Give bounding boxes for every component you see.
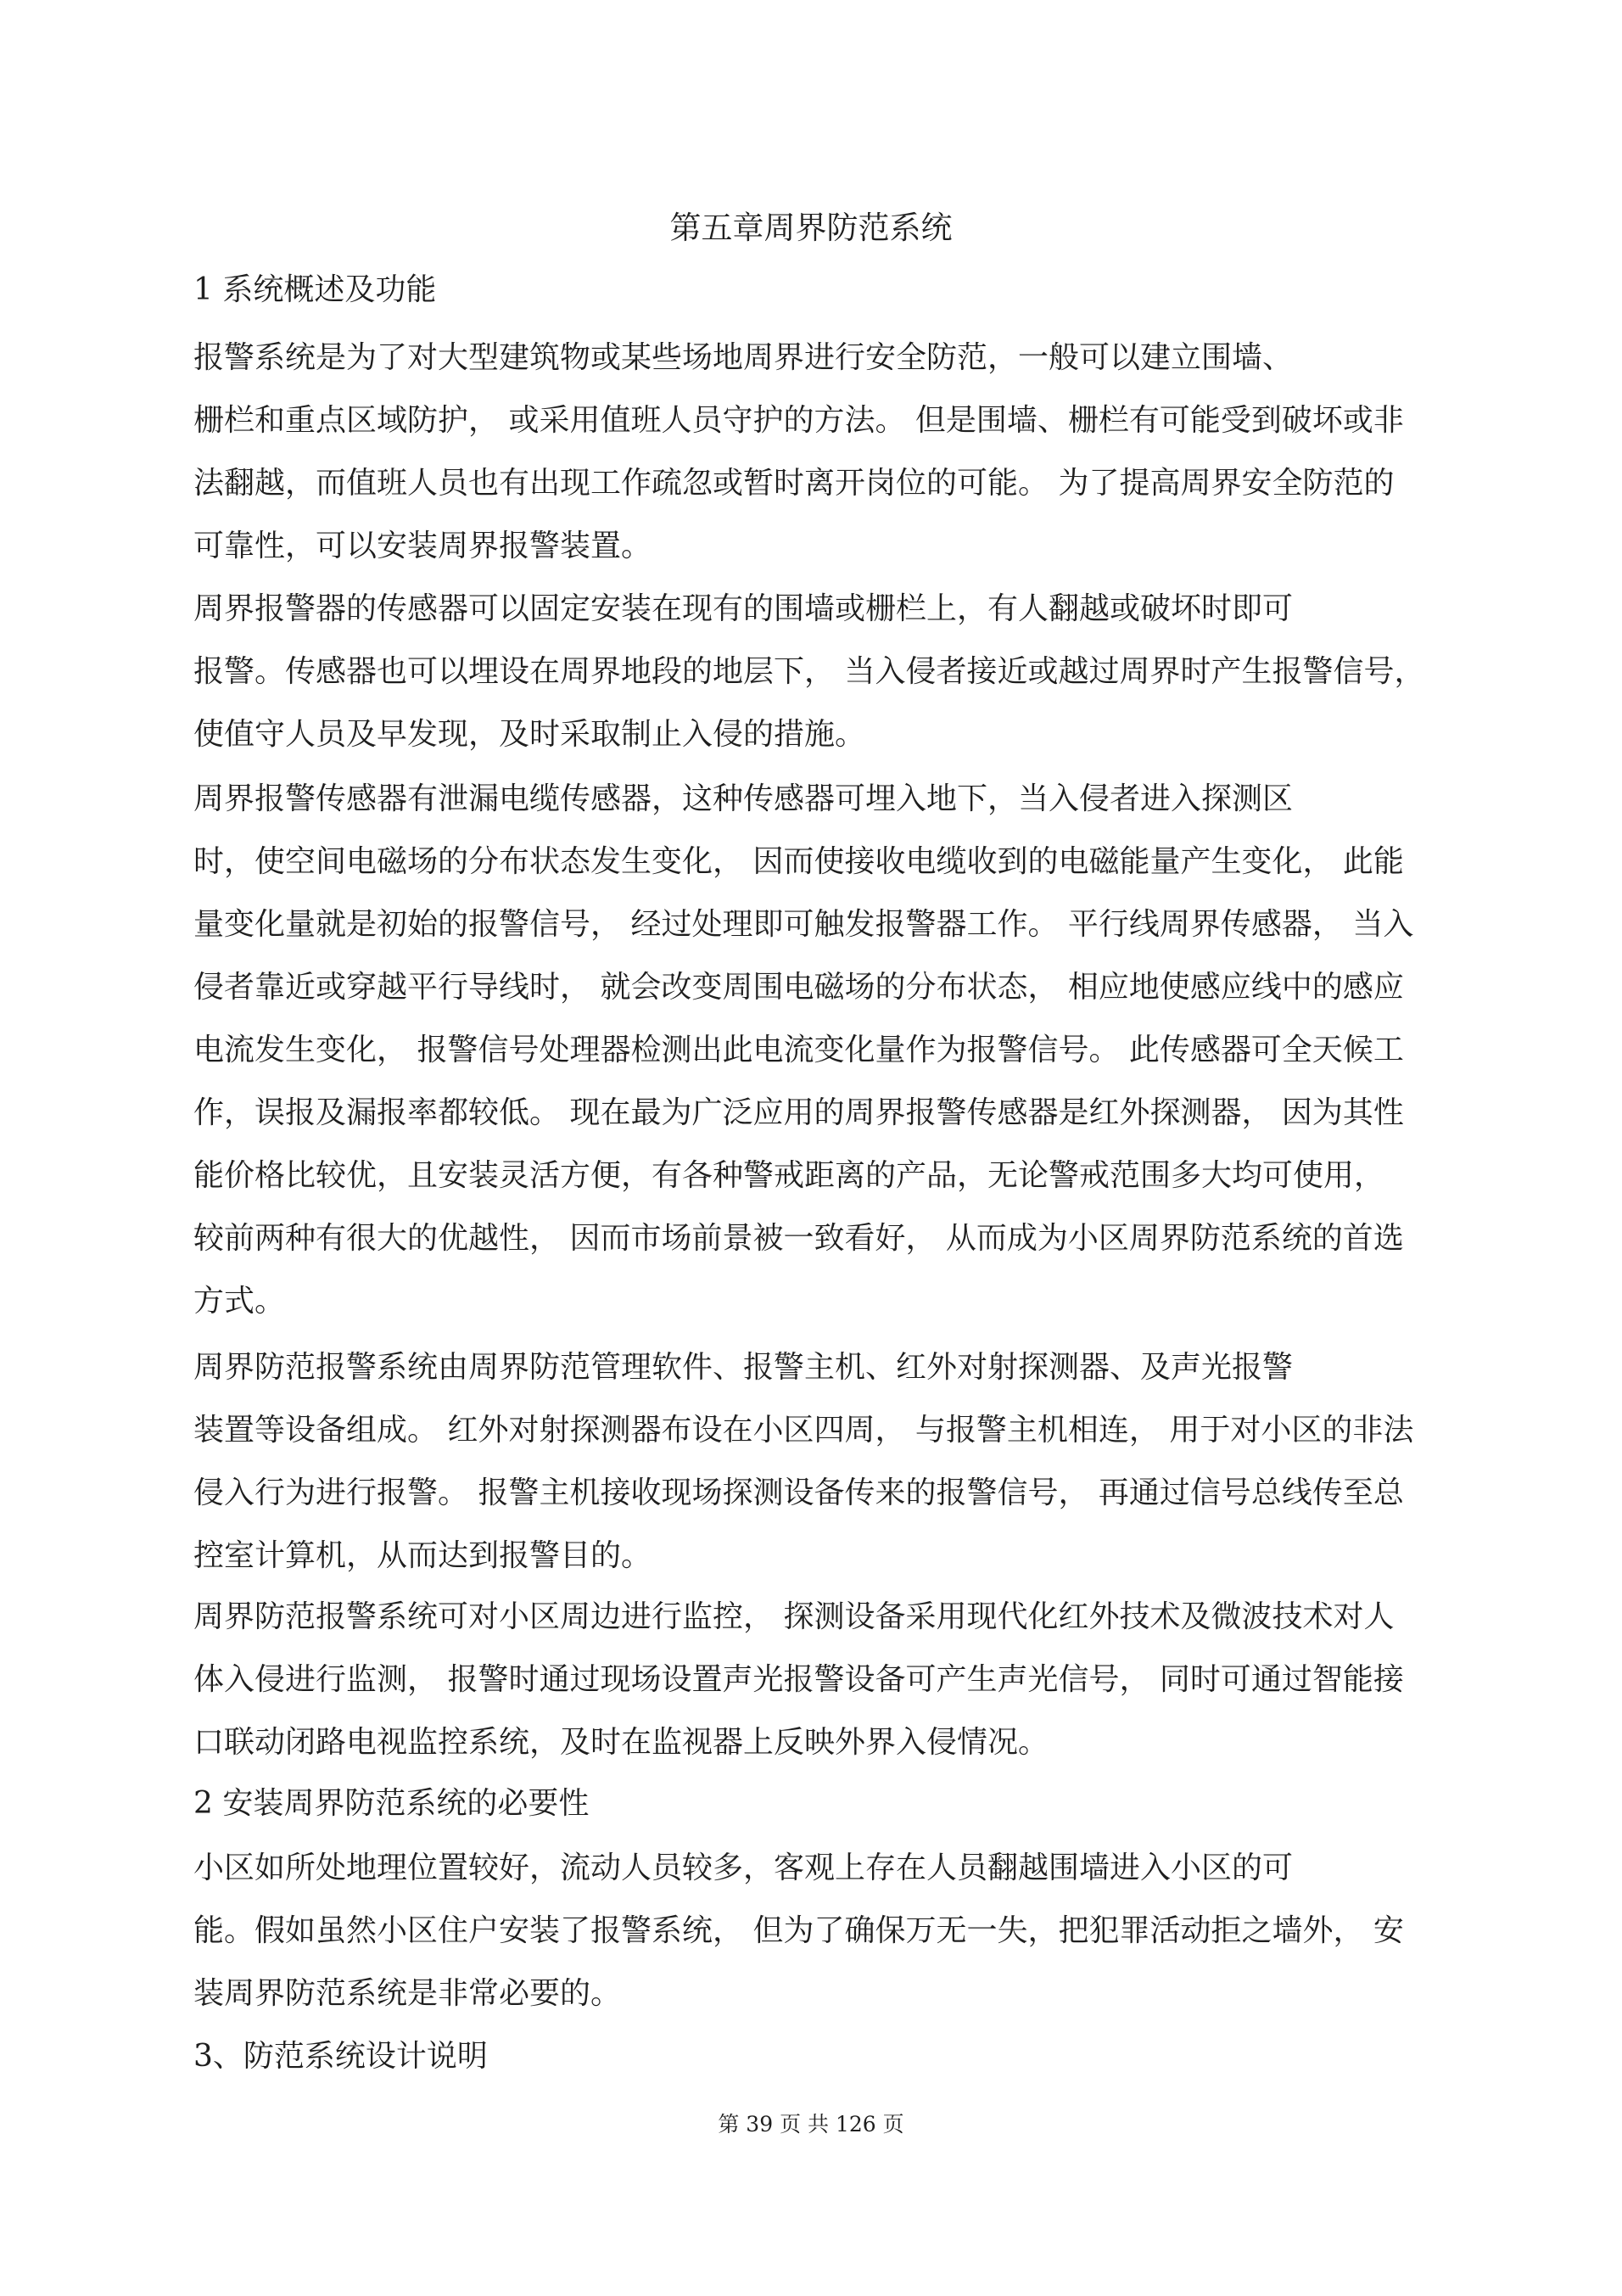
- paragraph-line: 口联动闭路电视监控系统，及时在监视器上反映外界入侵情况。: [193, 1725, 1049, 1760]
- paragraph-line: 体入侵进行监测， 报警时通过现场设置声光报警设备可产生声光信号， 同时可通过智能接: [193, 1662, 1404, 1697]
- paragraph-line: 作，误报及漏报率都较低。 现在最为广泛应用的周界报警传感器是红外探测器， 因为其性: [193, 1095, 1404, 1130]
- section-heading-3: 3、防范系统设计说明: [193, 2039, 488, 2074]
- paragraph-line: 能价格比较优，且安装灵活方便，有各种警戒距离的产品，无论警戒范围多大均可使用，: [193, 1158, 1385, 1193]
- paragraph-line: 可靠性，可以安装周界报警装置。: [193, 529, 652, 563]
- paragraph-line: 周界报警传感器有泄漏电缆传感器，这种传感器可埋入地下，当入侵者进入探测区: [193, 781, 1294, 816]
- paragraph-line: 法翻越，而值班人员也有出现工作疏忽或暂时离开岗位的可能。 为了提高周界安全防范的: [193, 466, 1395, 501]
- paragraph-line: 能。假如虽然小区住户安装了报警系统， 但为了确保万无一失，把犯罪活动拒之墙外， 安: [193, 1913, 1404, 1948]
- paragraph-line: 栅栏和重点区域防护， 或采用值班人员守护的方法。 但是围墙、栅栏有可能受到破坏或非: [193, 403, 1404, 438]
- section-heading-2: 2 安装周界防范系统的必要性: [193, 1786, 590, 1821]
- paragraph-line: 报警。传感器也可以埋设在周界地段的地层下， 当入侵者接近或越过周界时产生报警信号，: [193, 654, 1425, 689]
- paragraph-line: 报警系统是为了对大型建筑物或某些场地周界进行安全防范，一般可以建立围墙、: [193, 340, 1294, 375]
- page-number-footer: 第 39 页 共 126 页: [718, 2112, 904, 2136]
- paragraph-line: 电流发生变化， 报警信号处理器检测出此电流变化量作为报警信号。 此传感器可全天候工: [193, 1033, 1404, 1067]
- paragraph-line: 量变化量就是初始的报警信号， 经过处理即可触发报警器工作。 平行线周界传感器， 当入: [193, 907, 1414, 942]
- paragraph-line: 装置等设备组成。 红外对射探测器布设在小区四周， 与报警主机相连， 用于对小区的非法: [193, 1413, 1414, 1448]
- paragraph-line: 周界报警器的传感器可以固定安装在现有的围墙或栅栏上，有人翻越或破坏时即可: [193, 591, 1294, 626]
- paragraph-line: 侵入行为进行报警。 报警主机接收现场探测设备传来的报警信号， 再通过信号总线传至总: [193, 1476, 1404, 1510]
- paragraph-line: 周界防范报警系统由周界防范管理软件、报警主机、红外对射探测器、及声光报警: [193, 1350, 1294, 1385]
- paragraph-line: 装周界防范系统是非常必要的。: [193, 1976, 622, 2011]
- paragraph-line: 方式。: [193, 1284, 286, 1319]
- paragraph-line: 较前两种有很大的优越性， 因而市场前景被一致看好， 从而成为小区周界防范系统的首选: [193, 1221, 1404, 1256]
- paragraph-line: 使值守人员及早发现，及时采取制止入侵的措施。: [193, 717, 866, 752]
- chapter-title: 第五章周界防范系统: [669, 210, 953, 246]
- paragraph-line: 控室计算机，从而达到报警目的。: [193, 1538, 652, 1573]
- paragraph-line: 小区如所处地理位置较好，流动人员较多，客观上存在人员翻越围墙进入小区的可: [193, 1851, 1294, 1885]
- paragraph-line: 周界防范报警系统可对小区周边进行监控， 探测设备采用现代化红外技术及微波技术对人: [193, 1599, 1395, 1634]
- paragraph-line: 时，使空间电磁场的分布状态发生变化， 因而使接收电缆收到的电磁能量产生变化， 此能: [193, 844, 1404, 879]
- section-heading-1: 1 系统概述及功能: [193, 272, 437, 307]
- paragraph-line: 侵者靠近或穿越平行导线时， 就会改变周围电磁场的分布状态， 相应地使感应线中的感应: [193, 970, 1404, 1005]
